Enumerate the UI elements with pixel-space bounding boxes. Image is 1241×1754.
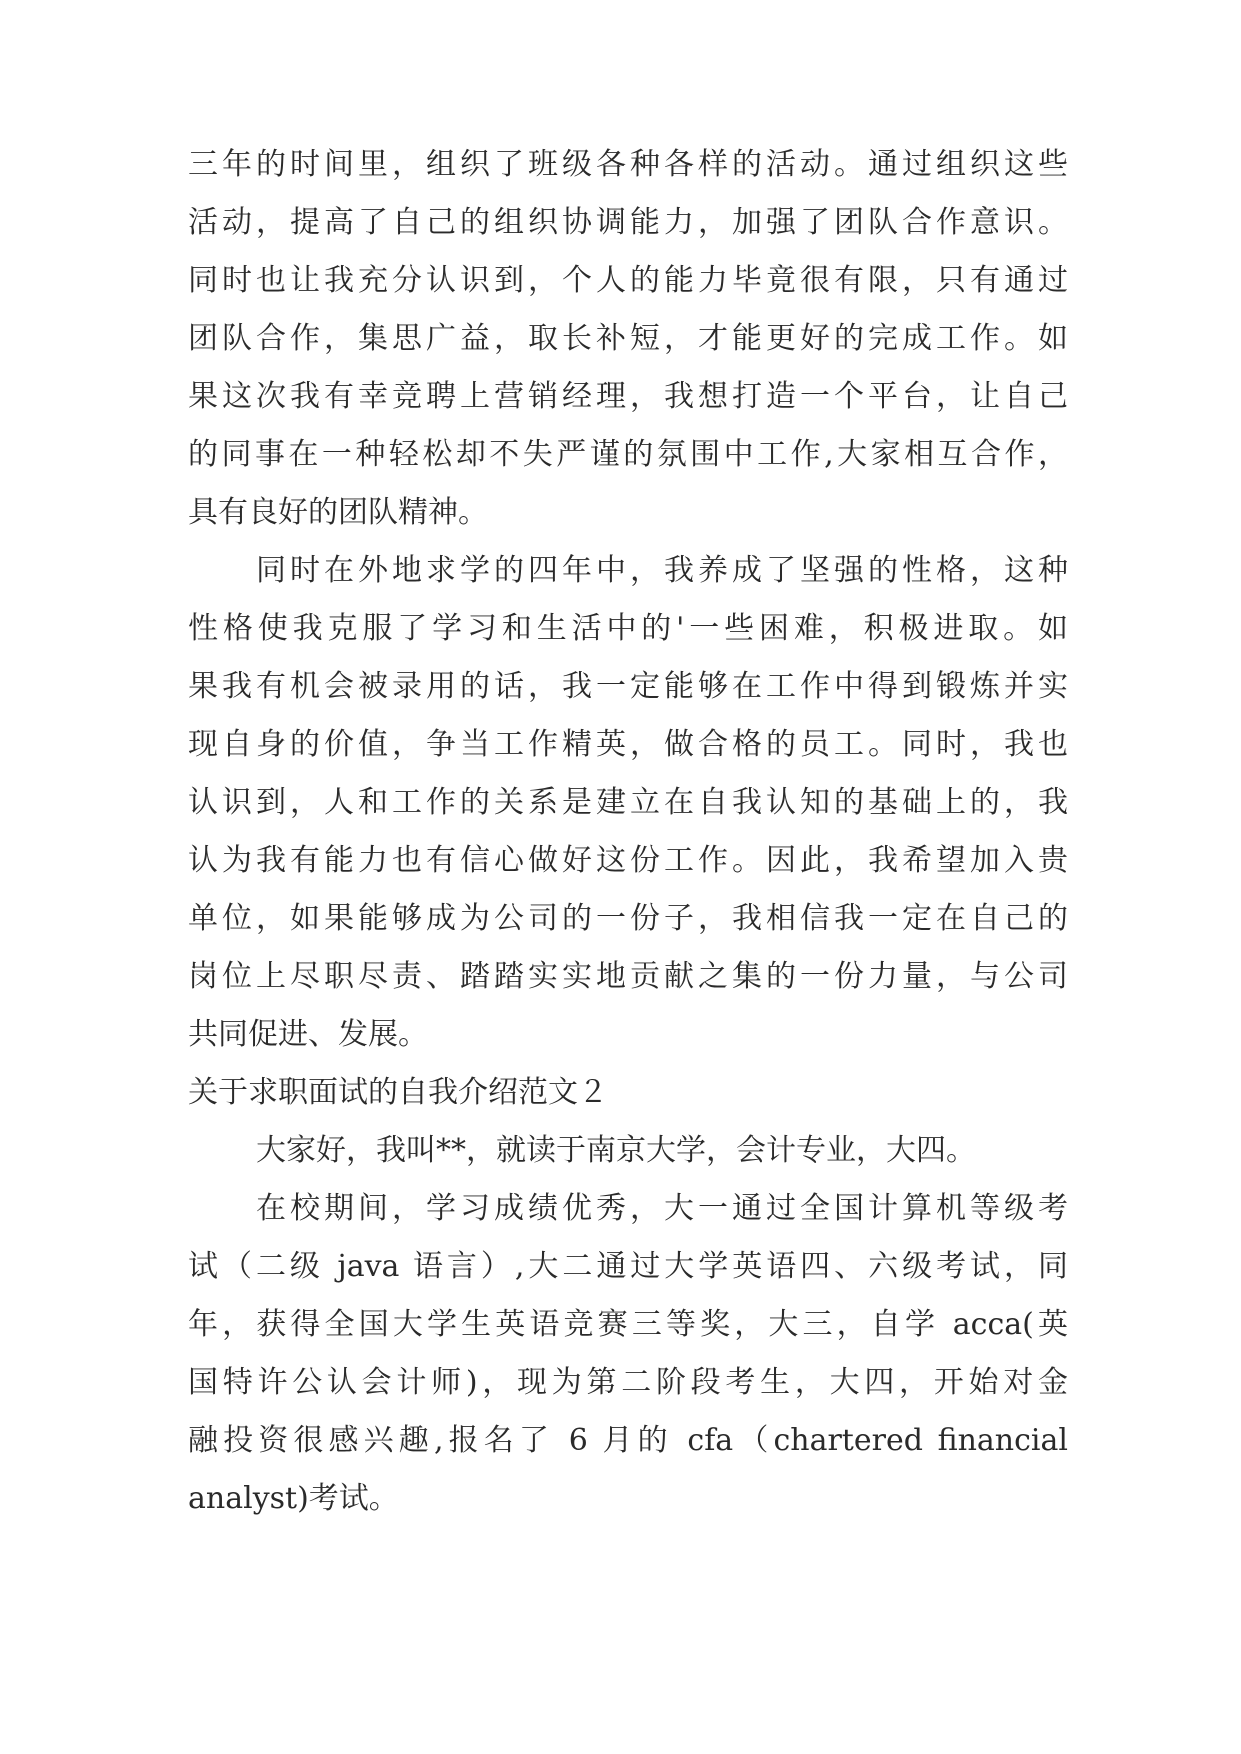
paragraph-line: 具有良好的团队精神。 — [188, 495, 488, 530]
paragraph-line: 同时也让我充分认识到，个人的能力毕竟很有限，只有通过 — [188, 263, 1068, 298]
paragraph-line: 活动，提高了自己的组织协调能力，加强了团队合作意识。 — [188, 205, 1068, 240]
paragraph-line: 认为我有能力也有信心做好这份工作。因此，我希望加入贵 — [188, 843, 1068, 878]
paragraph-line: 大家好，我叫**，就读于南京大学，会计专业，大四。 — [256, 1133, 976, 1168]
paragraph-line: 融投资很感兴趣,报名了 6 月的 cfa（chartered financial — [188, 1423, 1068, 1458]
paragraph-line: 三年的时间里，组织了班级各种各样的活动。通过组织这些 — [188, 147, 1068, 182]
paragraph-line: 果这次我有幸竞聘上营销经理，我想打造一个平台，让自己 — [188, 379, 1068, 414]
paragraph-4 — [188, 1180, 1068, 1528]
paragraph-line: 团队合作，集思广益，取长补短，才能更好的完成工作。如 — [188, 321, 1068, 356]
paragraph-line: 岗位上尽职尽责、踏踏实实地贡献之集的一份力量，与公司 — [188, 959, 1068, 994]
section-heading: 关于求职面试的自我介绍范文２ — [188, 1075, 608, 1110]
paragraph-2 — [188, 542, 1068, 1064]
paragraph-line: 果我有机会被录用的话，我一定能够在工作中得到锻炼并实 — [188, 669, 1068, 704]
paragraph-line: 单位，如果能够成为公司的一份子，我相信我一定在自己的 — [188, 901, 1068, 936]
paragraph-line: 认识到，人和工作的关系是建立在自我认知的基础上的，我 — [188, 785, 1068, 820]
paragraph-line: 在校期间，学习成绩优秀，大一通过全国计算机等级考 — [256, 1191, 1068, 1226]
paragraph-line: 现自身的价值，争当工作精英，做合格的员工。同时，我也 — [188, 727, 1068, 762]
paragraph-line: 的同事在一种轻松却不失严谨的氛围中工作,大家相互合作， — [188, 437, 1068, 472]
paragraph-line: 同时在外地求学的四年中，我养成了坚强的性格，这种 — [256, 553, 1068, 588]
document-body — [188, 136, 1068, 1528]
paragraph-line: 性格使我克服了学习和生活中的'一些困难，积极进取。如 — [188, 611, 1068, 646]
paragraph-1 — [188, 136, 1068, 542]
paragraph-line: 年，获得全国大学生英语竞赛三等奖，大三，自学 acca(英 — [188, 1307, 1068, 1342]
paragraph-line: 国特许公认会计师)，现为第二阶段考生，大四，开始对金 — [188, 1365, 1068, 1400]
paragraph-3 — [188, 1122, 1068, 1180]
paragraph-line: 试（二级 java 语言）,大二通过大学英语四、六级考试，同 — [188, 1249, 1068, 1284]
paragraph-line: 共同促进、发展。 — [188, 1017, 428, 1052]
paragraph-line: analyst)考试。 — [188, 1481, 399, 1516]
